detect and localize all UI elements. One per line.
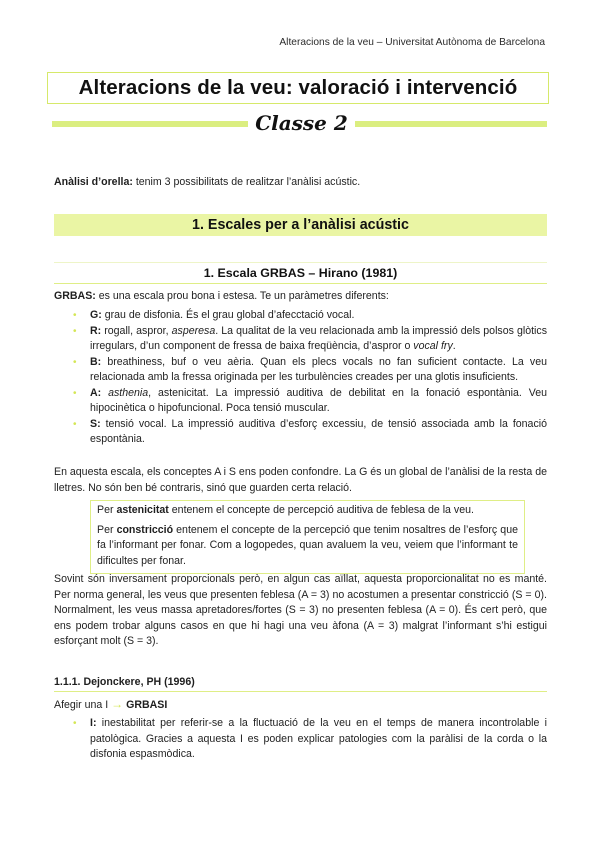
inverse-paragraph: Sovint són inversament proporcionals però, en algun cas aïllat, aquesta proporcionalitat no es manté. Per norma general, les veus que presenten feblesa (A = 3) no acostumen a presentar constricció (S = 0). Normalment, les veus massa apretadores/fortes (S = 3) no presenten feblesa (A = 0). És cert però, que ens podem trobar alguns casos en que hi hagi una veu àfona (A = 3) malgrat l’informant s’hi estigui esforçant molt (S = 3). [54,573,547,647]
afegir-term: GRBASI [126,699,168,711]
list-item [90,417,547,448]
concepts-paragraph: En aquesta escala, els conceptes A i S ens poden confondre. La G és un global de l’anàlisi de la resta de lletres. No són ben bé contraris, sinó que guarden certa relació. [54,466,547,494]
definition-text: Per [97,523,117,536]
item-label: G: [90,309,102,321]
running-header: Alteracions de la veu – Universitat Autònoma de Barcelona [279,37,545,48]
item-text: . La qualitat de la veu relacionada amb la impressió dels polsos glòtics irregulars, d’un component de fressa de baixa freqüència, d’aspror o [90,324,548,352]
afegir-text: Afegir una I [54,699,112,711]
list-item [90,716,547,763]
item-label: R: [90,324,102,337]
item-text: . [452,340,456,352]
arrow-right-icon: → [111,697,124,711]
definition-text: entenem el concepte de percepció auditiva de feblesa de la veu. [168,504,474,516]
definition-term: constricció [116,523,174,536]
item-label: S: [90,417,101,430]
definition-box [90,500,525,574]
decorative-bar-right [355,121,547,127]
list-item [90,308,547,324]
intro-label: Anàlisi d’orella: [54,176,133,188]
item-emphasis: asperesa [171,324,216,337]
item-emphasis: asthenia [108,386,149,399]
definition-text: Per [97,504,117,516]
grbas-list [90,308,547,448]
definition-text: entenem el concepte de la percepció que tenim nosaltres de l’esforç que fa l’informant per fonar. Com a logopedes, quan avaluem la veu, veiem que l’informant te dificultes per fonar. [97,523,518,567]
item-label: B: [90,355,102,368]
subsection-heading-text: 1. Escala GRBAS – Hirano (1981) [203,266,398,280]
item-label: I: [90,717,97,729]
item-text: tensió vocal. La impressió auditiva d’esforç excessiu, de tensió associada amb la fonació espontània. [90,417,547,445]
subsection-heading [54,262,547,284]
item-text: breathiness, buf o veu aèria. Quan els plecs vocals no fan suficient contacte. La veu relacionada amb la fressa originada per les turbulències creades per una glotis insuficients. [90,355,547,383]
item-text: inestabilitat per referir-se a la fluctuació de la veu en el temps de manera incontrolable i patològica. Gracies a aquesta I es poden explicar patologies com la paràlisi de la corda o la disfonia espasmòdica. [90,717,547,760]
grbas-label: GRBAS: [54,290,96,302]
section-heading-text: 1. Escales per a l’anàlisi acústic [192,217,409,233]
list-item [90,386,547,417]
intro-paragraph [54,176,360,188]
section-heading [54,214,547,236]
instability-list [90,716,547,763]
document-title [47,72,549,104]
item-text: , astenicitat. La impressió auditiva de debilitat en la fonació espontània. Veu hipocinètica o hipofuncional. Poca tensió muscular. [90,386,547,414]
document-title-text: Alteracions de la veu: valoració i intervenció [78,76,518,99]
list-item [90,355,547,386]
item-label: A: [90,386,102,399]
definition-astenicitat [97,503,518,519]
definition-term: astenicitat [116,504,169,516]
item-emphasis: vocal fry [413,340,453,352]
decorative-bar-left [52,121,248,127]
item-text: rogall, aspror, [101,324,172,337]
grbas-intro-text: es una escala prou bona i estesa. Te un paràmetres diferents: [95,290,389,302]
afegir-line [54,697,547,714]
subsubsection-heading: 1.1.1. Dejonckere, PH (1996) [54,676,547,692]
grbas-intro [54,289,547,305]
intro-text: tenim 3 possibilitats de realitzar l’anàlisi acústic. [132,176,361,188]
definition-constriccio [97,523,518,570]
list-item [90,324,547,355]
item-text: grau de disfonia. És el grau global d’afecctació vocal. [101,309,355,321]
class-label: Classe 2 [255,111,348,135]
